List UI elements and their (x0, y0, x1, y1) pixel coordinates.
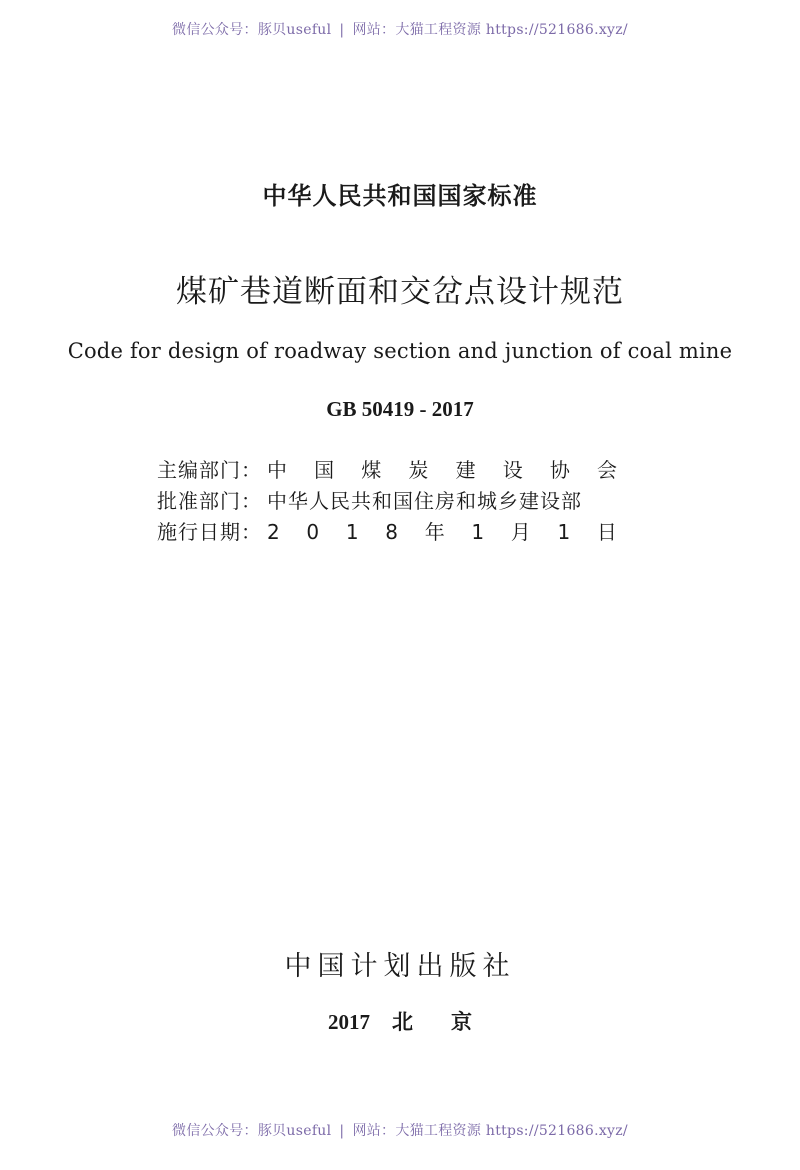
editor-char: 煤 (361, 457, 382, 482)
publication-line (0, 1006, 800, 1036)
watermark-top (0, 19, 800, 39)
editor-char: 炭 (408, 457, 429, 482)
document-title-english: Code for design of roadway section and junction of coal mine (67, 339, 733, 363)
approver-label: 批准部门： (157, 488, 262, 513)
watermark-bottom (0, 1120, 800, 1140)
meta-block (157, 454, 617, 547)
date-label: 施行日期： (157, 519, 262, 544)
date-char: 1 (345, 519, 359, 544)
meta-row-date (157, 516, 617, 547)
publisher-name: 中国计划出版社 (284, 951, 516, 982)
date-char: 月 (510, 519, 531, 544)
editor-label: 主编部门： (157, 457, 262, 482)
date-char: 年 (424, 519, 445, 544)
national-standard-heading: 中华人民共和国国家标准 (262, 182, 538, 210)
standard-number: GB 50419 - 2017 (326, 397, 474, 421)
date-char: 1 (471, 519, 485, 544)
publication-city: 北京 (392, 1010, 510, 1034)
watermark-wechat: 微信公众号：豚贝useful (172, 22, 332, 38)
date-char: 8 (385, 519, 398, 544)
date-char: 0 (306, 519, 320, 544)
watermark-website: 网站：大猫工程资源 https://521686.xyz/ (352, 1123, 628, 1139)
editor-char: 设 (502, 457, 523, 482)
editor-char: 国 (314, 457, 335, 482)
meta-row-editor (157, 454, 617, 485)
date-char: 1 (557, 519, 571, 544)
meta-row-approver (157, 485, 617, 516)
date-value (267, 517, 617, 547)
editor-char: 会 (596, 457, 617, 482)
date-char: 日 (596, 519, 617, 544)
editor-char: 建 (455, 457, 476, 482)
publication-year: 2017 (328, 1010, 370, 1034)
watermark-wechat: 微信公众号：豚贝useful (172, 1123, 332, 1139)
watermark-website: 网站：大猫工程资源 https://521686.xyz/ (352, 22, 628, 38)
approver-value: 中华人民共和国住房和城乡建设部 (267, 488, 582, 513)
date-char: 2 (267, 519, 280, 544)
watermark-separator: | (339, 1123, 345, 1139)
editor-char: 协 (549, 457, 570, 482)
editor-char: 中 (267, 457, 287, 482)
document-title-chinese: 煤矿巷道断面和交岔点设计规范 (176, 274, 624, 310)
editor-value (267, 455, 617, 485)
watermark-separator: | (339, 22, 345, 38)
